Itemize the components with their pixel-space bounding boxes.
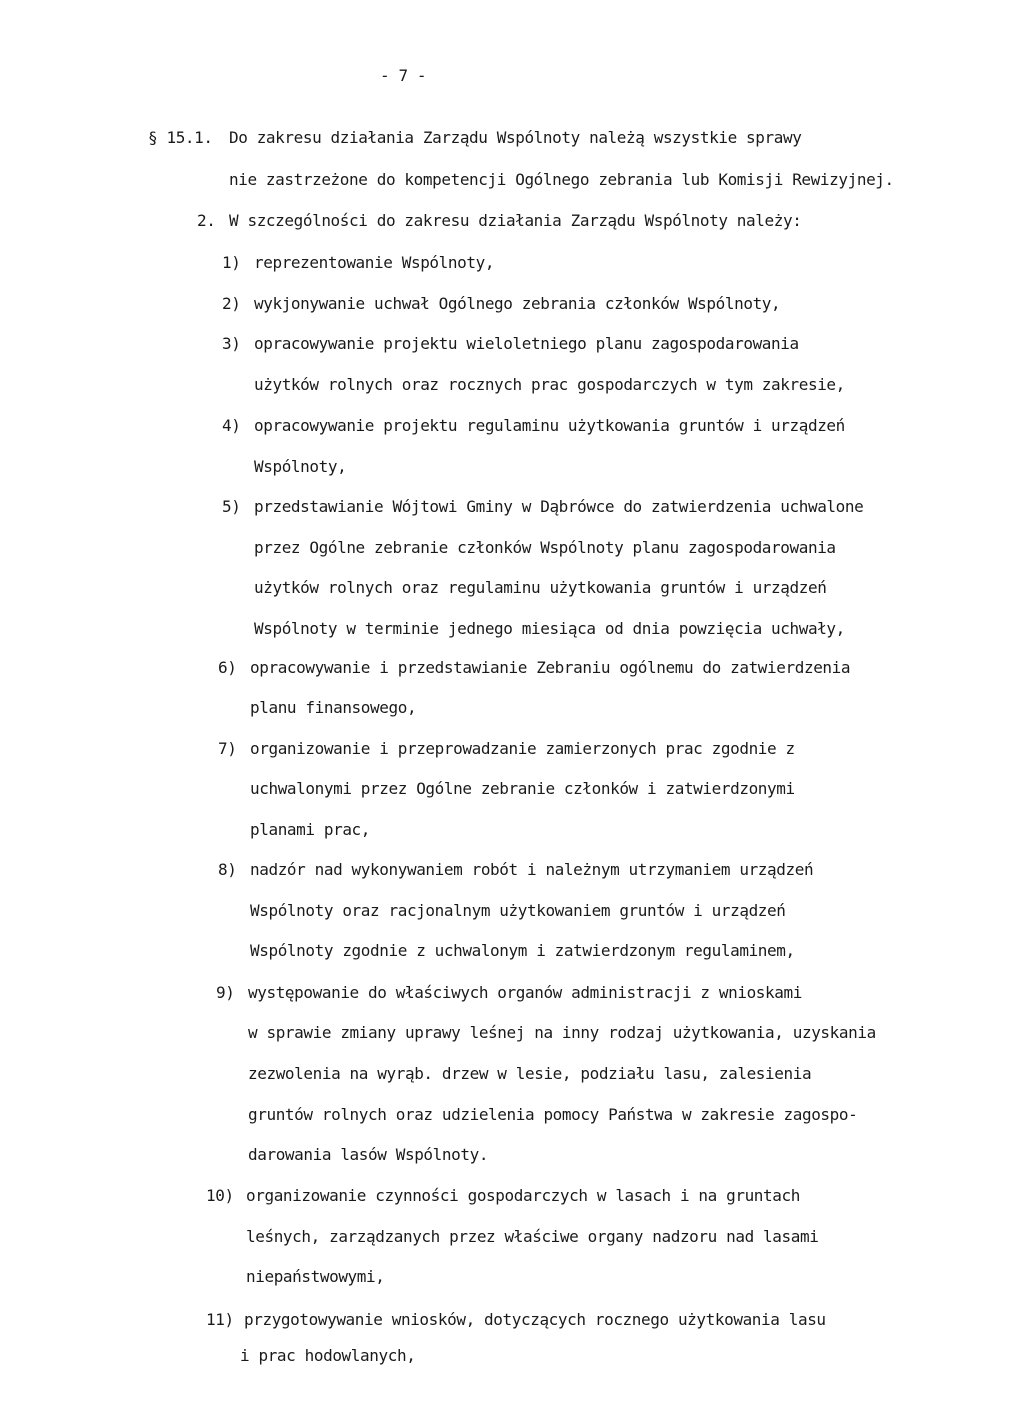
- subsection-number: 2.: [197, 211, 216, 230]
- item-text: przygotowywanie wniosków, dotyczących rocznego użytkowania lasu: [244, 1310, 826, 1329]
- item-text: opracowywanie projektu wieloletniego planu zagospodarowania: [254, 334, 799, 353]
- item-text: nadzór nad wykonywaniem robót i należnym utrzymaniem urządzeń: [250, 860, 814, 879]
- item-number: 2): [222, 294, 241, 313]
- item-text: i prac hodowlanych,: [240, 1346, 416, 1365]
- section-intro-line-1: Do zakresu działania Zarządu Wspólnoty należą wszystkie sprawy: [229, 128, 802, 147]
- item-text: użytków rolnych oraz rocznych prac gospodarczych w tym zakresie,: [254, 375, 845, 394]
- item-text: gruntów rolnych oraz udzielenia pomocy Państwa w zakresie zagospo-: [248, 1105, 858, 1124]
- item-text: użytków rolnych oraz regulaminu użytkowania gruntów i urządzeń: [254, 578, 827, 597]
- item-text: opracowywanie i przedstawianie Zebraniu ogólnemu do zatwierdzenia: [250, 658, 851, 677]
- item-number: 3): [222, 334, 241, 353]
- item-text: Wspólnoty zgodnie z uchwalonym i zatwierdzonym regulaminem,: [250, 941, 795, 960]
- item-text: w sprawie zmiany uprawy leśnej na inny rodzaj użytkowania, uzyskania: [248, 1023, 876, 1042]
- item-number: 4): [222, 416, 241, 435]
- item-text: niepaństwowymi,: [246, 1267, 385, 1286]
- item-number: 7): [218, 739, 237, 758]
- item-number: 11): [206, 1310, 234, 1329]
- page-number: - 7 -: [380, 66, 427, 85]
- item-number: 6): [218, 658, 237, 677]
- item-text: zezwolenia na wyrąb. drzew w lesie, podziału lasu, zalesienia: [248, 1064, 812, 1083]
- section-intro-line-2: nie zastrzeżone do kompetencji Ogólnego zebrania lub Komisji Rewizyjnej.: [229, 170, 894, 189]
- item-text: przez Ogólne zebranie członków Wspólnoty planu zagospodarowania: [254, 538, 836, 557]
- item-number: 9): [216, 983, 235, 1002]
- item-text: przedstawianie Wójtowi Gminy w Dąbrówce do zatwierdzenia uchwalone: [254, 497, 864, 516]
- item-text: Wspólnoty w terminie jednego miesiąca od dnia powzięcia uchwały,: [254, 619, 845, 638]
- item-text: organizowanie i przeprowadzanie zamierzonych prac zgodnie z: [250, 739, 795, 758]
- item-text: leśnych, zarządzanych przez właściwe organy nadzoru nad lasami: [246, 1227, 819, 1246]
- item-text: planami prac,: [250, 820, 371, 839]
- item-text: planu finansowego,: [250, 698, 417, 717]
- item-text: Wspólnoty oraz racjonalnym użytkowaniem gruntów i urządzeń: [250, 901, 786, 920]
- item-number: 8): [218, 860, 237, 879]
- item-number: 1): [222, 253, 241, 272]
- item-text: reprezentowanie Wspólnoty,: [254, 253, 495, 272]
- section-number: § 15.1.: [148, 128, 213, 147]
- item-number: 5): [222, 497, 241, 516]
- item-text: Wspólnoty,: [254, 457, 347, 476]
- item-number: 10): [206, 1186, 234, 1205]
- item-text: uchwalonymi przez Ogólne zebranie członków i zatwierdzonymi: [250, 779, 795, 798]
- item-text: darowania lasów Wspólnoty.: [248, 1145, 489, 1164]
- item-text: wykjonywanie uchwał Ogólnego zebrania członków Wspólnoty,: [254, 294, 781, 313]
- item-text: występowanie do właściwych organów administracji z wnioskami: [248, 983, 802, 1002]
- item-text: organizowanie czynności gospodarczych w lasach i na gruntach: [246, 1186, 800, 1205]
- item-text: opracowywanie projektu regulaminu użytkowania gruntów i urządzeń: [254, 416, 845, 435]
- subsection-intro: W szczególności do zakresu działania Zarządu Wspólnoty należy:: [229, 211, 802, 230]
